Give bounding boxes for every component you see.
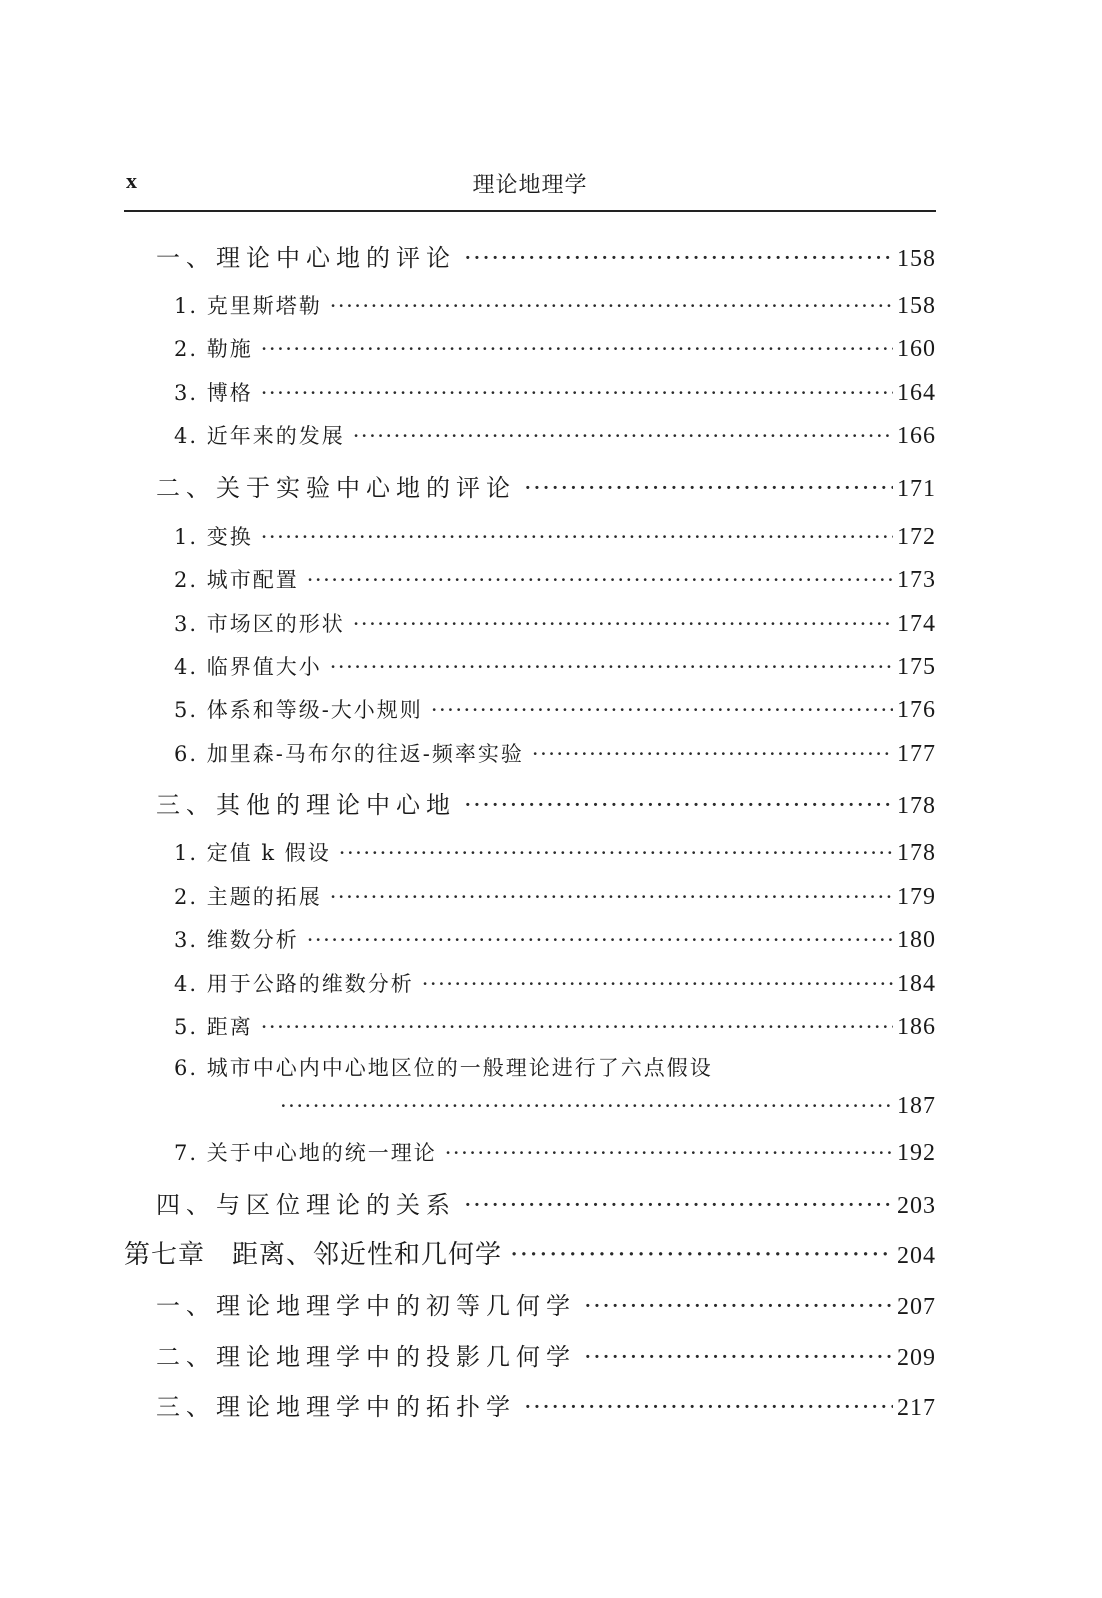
toc-entry-page: 192 — [897, 1140, 936, 1166]
dot-leader — [464, 244, 893, 272]
toc-subsection-entry[interactable] — [174, 1137, 936, 1167]
toc-section-entry[interactable] — [156, 1337, 936, 1372]
toc-entry-page: 217 — [897, 1395, 936, 1421]
toc-entry-page: 184 — [897, 971, 936, 997]
toc-entry-page: 166 — [897, 423, 936, 449]
dot-leader — [431, 698, 893, 722]
toc-entry-page: 180 — [897, 927, 936, 953]
toc-entry-label: 一、理论地理学中的初等几何学 — [156, 1292, 576, 1320]
toc-entry-label: 4. 用于公路的维数分析 — [174, 972, 414, 996]
dot-leader — [330, 655, 893, 679]
toc-entry-label: 3. 博格 — [174, 381, 253, 405]
toc-entry-label: 3. 市场区的形状 — [174, 612, 345, 636]
toc-entry-label: 一、理论中心地的评论 — [156, 244, 456, 272]
dot-leader — [422, 972, 893, 996]
toc-entry-label: 2. 勒施 — [174, 337, 253, 361]
toc-entry-label: 7. 关于中心地的统一理论 — [174, 1141, 437, 1165]
dot-leader — [584, 1343, 893, 1371]
dot-leader — [353, 612, 893, 636]
toc-entry-page: 173 — [897, 567, 936, 593]
toc-entry-page: 158 — [897, 293, 936, 319]
toc-entry-label: 6. 加里森-马布尔的往返-频率实验 — [174, 742, 524, 766]
dot-leader — [464, 791, 893, 819]
toc-entry-page: 179 — [897, 884, 936, 910]
toc-entry-label: 1. 克里斯塔勒 — [174, 294, 322, 318]
toc-subsection-entry[interactable] — [174, 377, 936, 407]
toc-entry-label: 2. 城市配置 — [174, 568, 299, 592]
toc-subsection-entry[interactable] — [174, 290, 936, 320]
toc-entry-label: 5. 距离 — [174, 1015, 253, 1039]
toc-section-entry[interactable] — [156, 1185, 936, 1220]
toc-entry-label: 二、关于实验中心地的评论 — [156, 474, 516, 502]
toc-entry-label: 三、理论地理学中的拓扑学 — [156, 1393, 516, 1421]
dot-leader — [261, 525, 893, 549]
toc-entry-label: 3. 维数分析 — [174, 928, 299, 952]
toc-entry-page: 178 — [897, 840, 936, 866]
toc-entry-label: 5. 体系和等级-大小规则 — [174, 698, 423, 722]
toc-entry-page: 203 — [897, 1193, 936, 1219]
toc-entry-page: 187 — [897, 1093, 936, 1119]
dot-leader — [584, 1292, 893, 1320]
toc-entry-label: 二、理论地理学中的投影几何学 — [156, 1343, 576, 1371]
toc-entry-page: 164 — [897, 380, 936, 406]
toc-entry-page: 174 — [897, 611, 936, 637]
toc-entry-label: 2. 主题的拓展 — [174, 885, 322, 909]
toc-section-entry[interactable] — [156, 1286, 936, 1321]
toc-entry-page: 158 — [897, 246, 936, 272]
toc-subsection-entry[interactable] — [174, 420, 936, 450]
toc-subsection-entry[interactable] — [174, 694, 936, 724]
dot-leader — [339, 841, 893, 865]
toc-entry-label: 4. 临界值大小 — [174, 655, 322, 679]
toc-entry-page: 175 — [897, 654, 936, 680]
toc-subsection-entry[interactable] — [174, 521, 936, 551]
toc-entry-page: 160 — [897, 336, 936, 362]
toc-subsection-entry[interactable] — [174, 1011, 936, 1041]
toc-entry-label-wrapped[interactable]: 6. 城市中心内中心地区位的一般理论进行了六点假设 — [174, 1056, 713, 1080]
dot-leader — [445, 1141, 893, 1165]
toc-entry-label: 1. 定值 k 假设 — [174, 841, 331, 865]
toc-entry-page: 176 — [897, 697, 936, 723]
toc-entry-label: 4. 近年来的发展 — [174, 424, 345, 448]
dot-leader — [261, 337, 893, 361]
dot-leader — [524, 474, 893, 502]
dot-leader — [307, 928, 893, 952]
toc-entry-label: 第七章 距离、邻近性和几何学 — [124, 1240, 503, 1270]
toc-entry-page: 207 — [897, 1294, 936, 1320]
toc-subsection-entry[interactable] — [174, 881, 936, 911]
toc-entry-page: 177 — [897, 741, 936, 767]
dot-leader — [353, 424, 893, 448]
toc-entry-page: 178 — [897, 793, 936, 819]
dot-leader — [510, 1240, 893, 1270]
dot-leader — [532, 742, 893, 766]
toc-subsection-entry[interactable] — [174, 924, 936, 954]
toc-section-entry[interactable] — [156, 785, 936, 820]
dot-leader — [464, 1191, 893, 1219]
toc-subsection-entry[interactable] — [174, 651, 936, 681]
toc-subsection-entry-continued[interactable] — [280, 1093, 936, 1120]
toc-entry-label: 四、与区位理论的关系 — [156, 1191, 456, 1219]
toc-subsection-entry[interactable] — [174, 837, 936, 867]
toc-entry-page: 204 — [897, 1243, 936, 1269]
toc-chapter-entry[interactable] — [124, 1234, 936, 1271]
toc-subsection-entry[interactable] — [174, 564, 936, 594]
toc-subsection-entry[interactable] — [174, 738, 936, 768]
dot-leader — [330, 294, 893, 318]
dot-leader — [280, 1094, 893, 1118]
dot-leader — [330, 885, 893, 909]
toc-entry-page: 171 — [897, 476, 936, 502]
toc-section-entry[interactable] — [156, 468, 936, 503]
toc-entry-page: 172 — [897, 524, 936, 550]
toc-entry-label: 1. 变换 — [174, 525, 253, 549]
toc-section-entry[interactable] — [156, 238, 936, 273]
toc-entry-page: 186 — [897, 1014, 936, 1040]
dot-leader — [524, 1393, 893, 1421]
toc-entry-page: 209 — [897, 1345, 936, 1371]
toc-section-entry[interactable] — [156, 1387, 936, 1422]
dot-leader — [307, 568, 893, 592]
header-rule — [124, 210, 936, 212]
toc-subsection-entry[interactable] — [174, 333, 936, 363]
toc-entry-label: 三、其他的理论中心地 — [156, 791, 456, 819]
dot-leader — [261, 381, 893, 405]
toc-subsection-entry[interactable] — [174, 968, 936, 998]
page-number: x — [126, 168, 137, 193]
toc-subsection-entry[interactable] — [174, 608, 936, 638]
running-title: 理论地理学 — [472, 173, 588, 198]
dot-leader — [261, 1015, 893, 1039]
